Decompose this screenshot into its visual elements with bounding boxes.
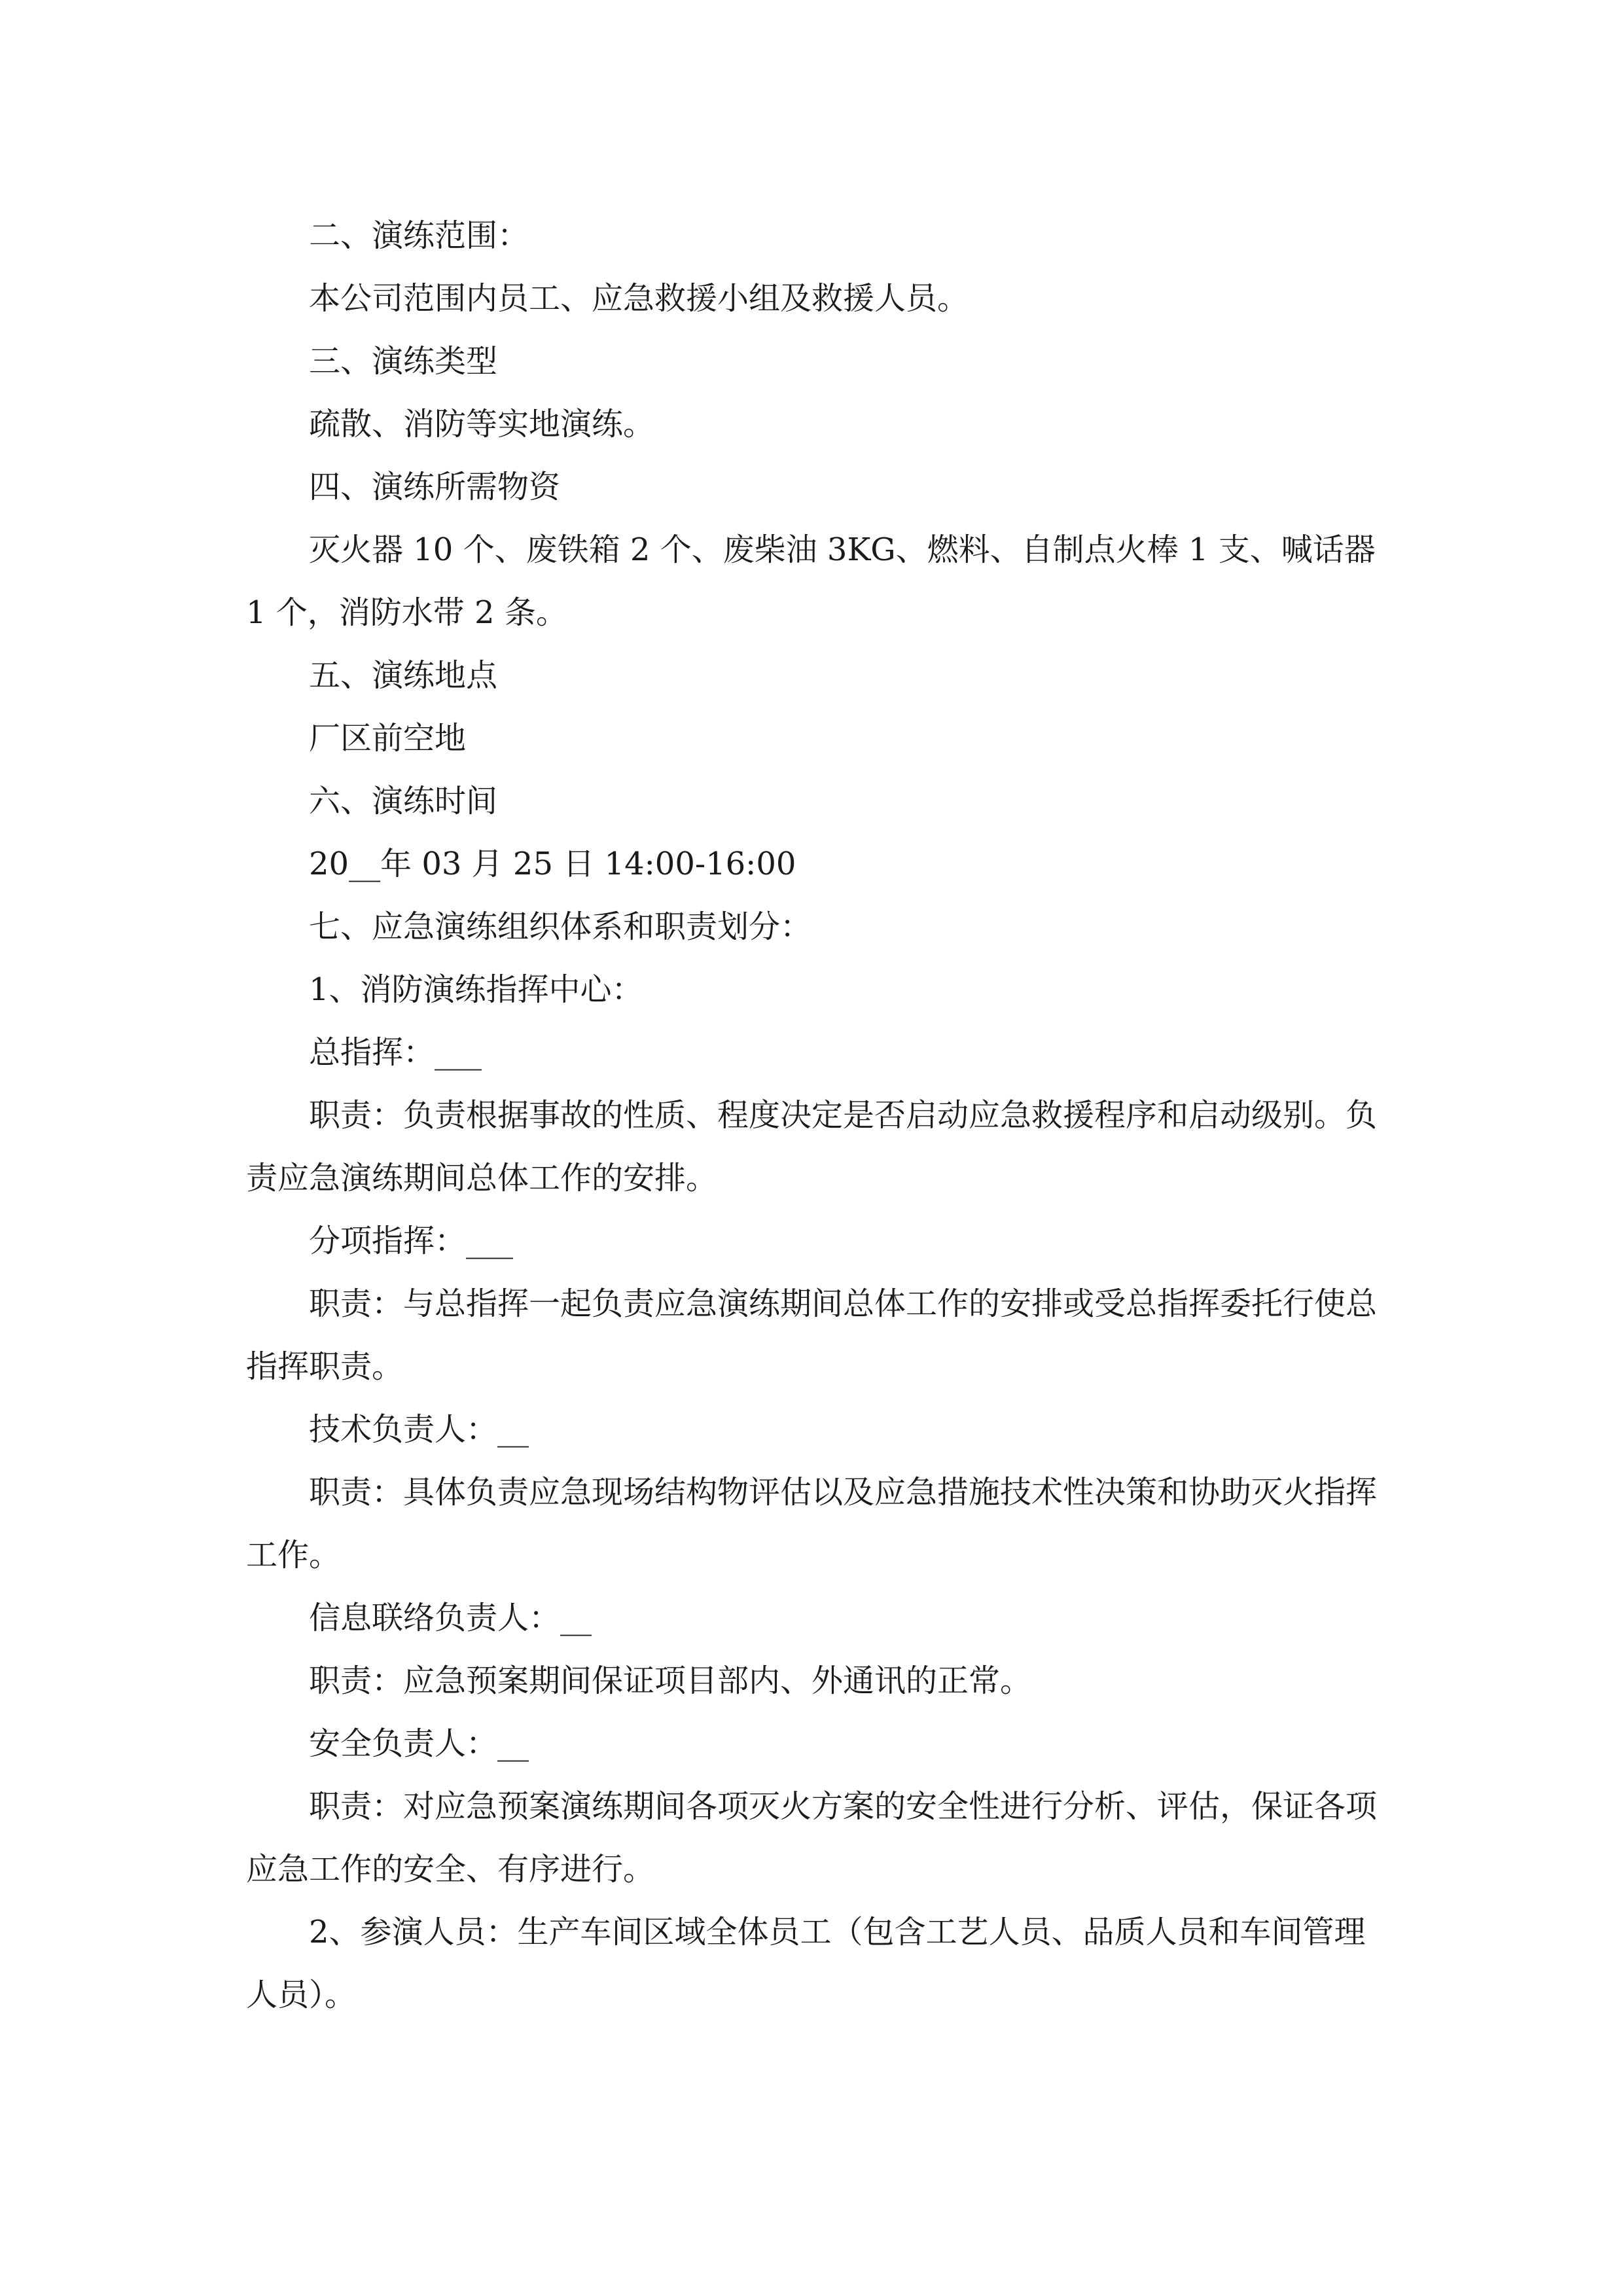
- paragraph-scope: 本公司范围内员工、应急救援小组及救援人员。: [309, 280, 969, 317]
- duty-safety-lead: 职责：对应急预案演练期间各项灭火方案的安全性进行分析、评估，保证各项应急工作的安全、有序进行。: [246, 1788, 1378, 1888]
- duty-communication-lead: 职责：应急预案期间保证项目部内、外通讯的正常。: [309, 1662, 1032, 1699]
- subheading-command-center: 1、消防演练指挥中心：: [309, 971, 643, 1008]
- role-technical-lead: 技术负责人：__: [309, 1411, 529, 1448]
- paragraph-time: 20__年 03 月 25 日 14:00-16:00: [309, 846, 796, 882]
- section-heading-scope: 二、演练范围：: [309, 217, 529, 254]
- paragraph-type: 疏散、消防等实地演练。: [309, 406, 655, 442]
- duty-technical-lead: 职责：具体负责应急现场结构物评估以及应急措施技术性决策和协助灭火指挥工作。: [246, 1474, 1378, 1573]
- role-communication-lead: 信息联络负责人：__: [309, 1600, 592, 1636]
- section-heading-organization: 七、应急演练组织体系和职责划分：: [309, 908, 812, 945]
- duty-sub-commander: 职责：与总指挥一起负责应急演练期间总体工作的安排或受总指挥委托行使总指挥职责。: [246, 1285, 1378, 1385]
- paragraph-materials: 灭火器 10 个、废铁箱 2 个、废柴油 3KG、燃料、自制点火棒 1 支、喊话器 1 个，消防水带 2 条。: [246, 531, 1376, 631]
- role-safety-lead: 安全负责人：__: [309, 1725, 529, 1762]
- section-heading-materials: 四、演练所需物资: [309, 469, 561, 505]
- duty-commander: 职责：负责根据事故的性质、程度决定是否启动应急救援程序和启动级别。负责应急演练期间总体工作的安排。: [246, 1097, 1378, 1196]
- section-heading-time: 六、演练时间: [309, 783, 498, 819]
- document-body: [246, 204, 1387, 2026]
- role-commander: 总指挥：___: [309, 1034, 482, 1071]
- paragraph-location: 厂区前空地: [309, 720, 467, 757]
- section-heading-type: 三、演练类型: [309, 343, 498, 380]
- participants: 2、参演人员：生产车间区域全体员工（包含工艺人员、品质人员和车间管理人员）。: [246, 1914, 1366, 2013]
- section-heading-location: 五、演练地点: [309, 657, 498, 694]
- role-sub-commander: 分项指挥：___: [309, 1223, 514, 1259]
